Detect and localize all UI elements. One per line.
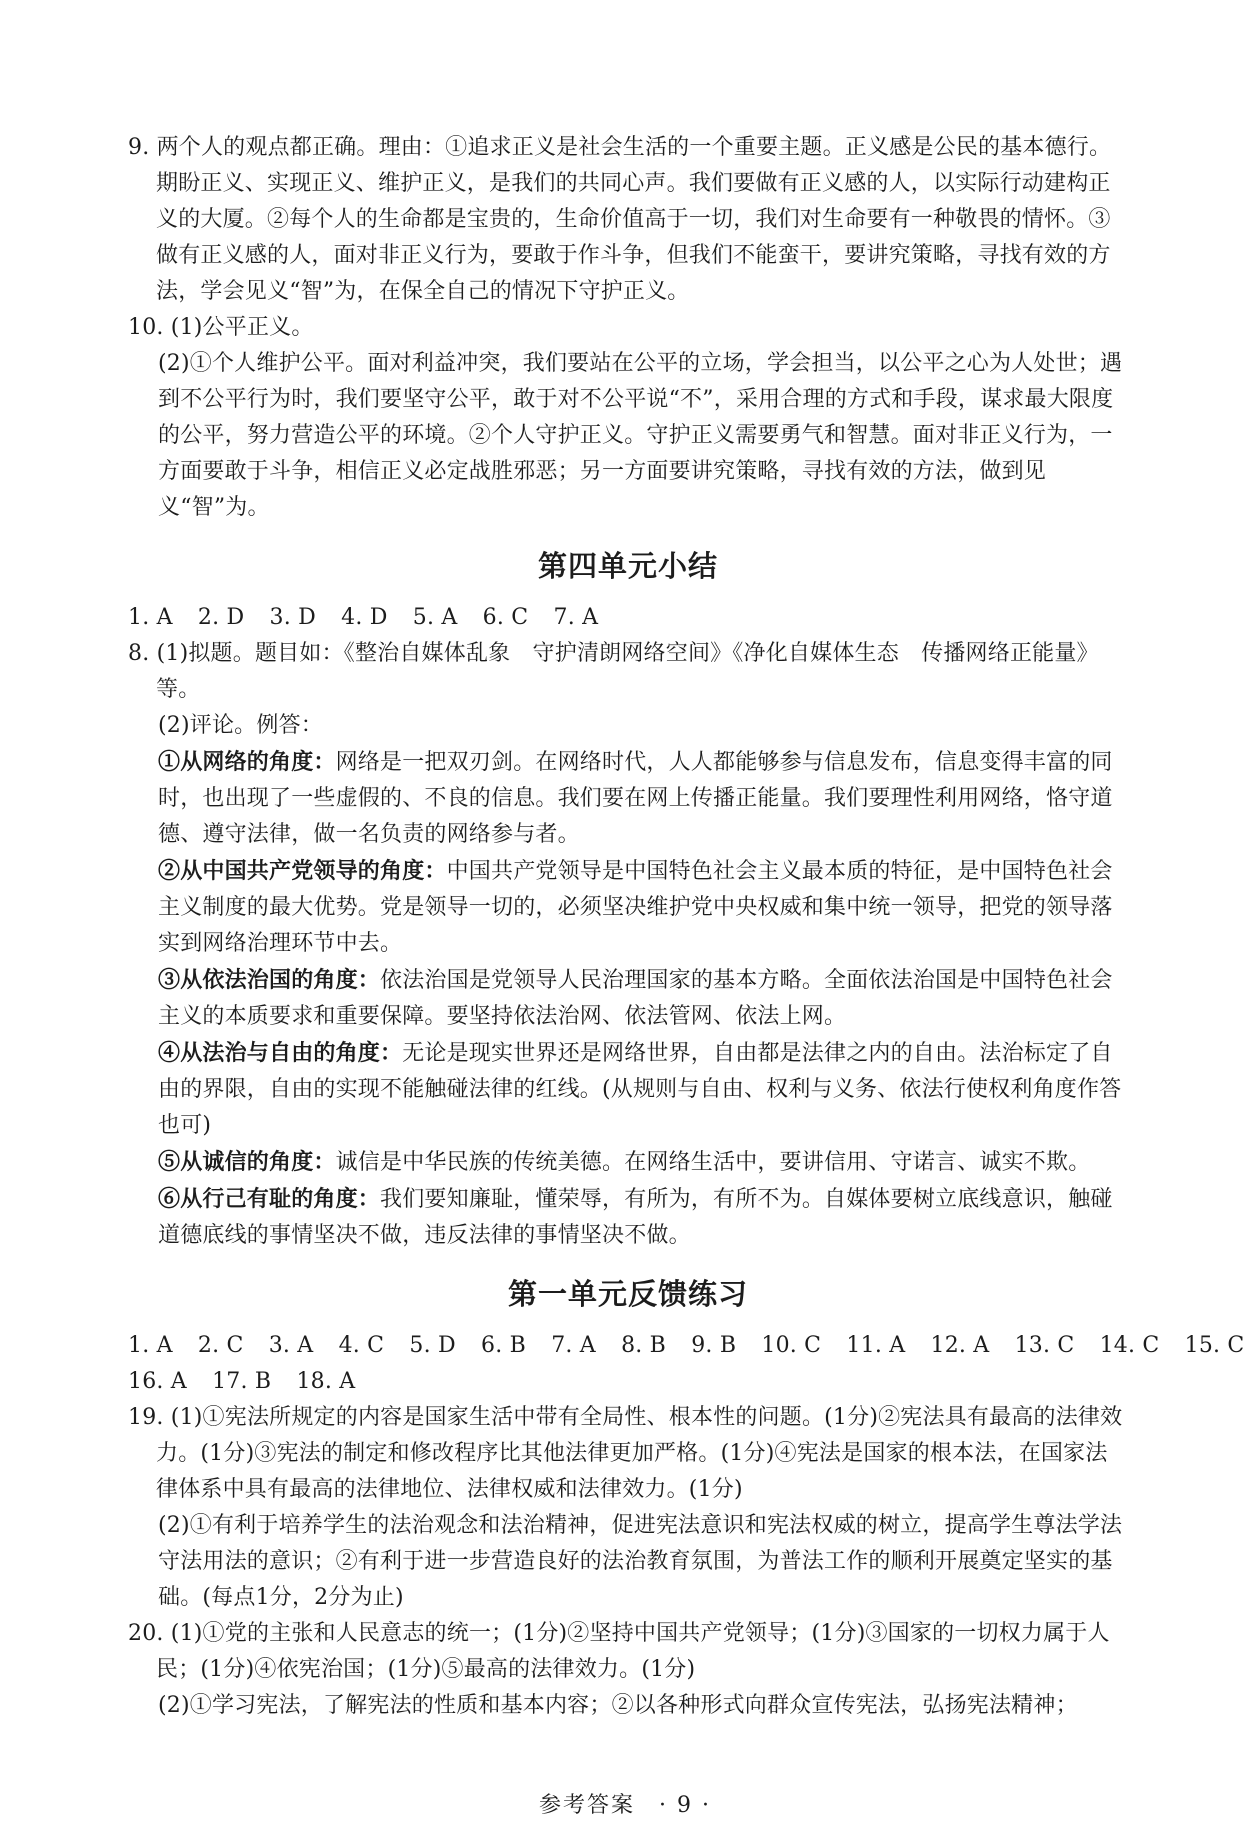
answer-item: 3. D <box>269 605 316 630</box>
commentary-item-party <box>128 853 1128 962</box>
commentary-text: 诚信是中华民族的传统美德。在网络生活中，要讲信用、守诺言、诚实不欺。 <box>335 1150 1091 1175</box>
question-19-part-2: (2)①有利于培养学生的法治观念和法治精神，促进宪法意识和宪法权威的树立，提高学生尊法学法守法用法的意识；②有利于进一步营造良好的法治教育氛围，为普法工作的顺利开展奠定坚实的基础。(每点1分，2分为止) <box>158 1513 1123 1610</box>
commentary-text: 无论是现实世界还是网络世界，自由都是法律之内的自由。法治标定了自由的界限，自由的实现不能触碰法律的红线。(从规则与自由、权利与义务、依法行使权利角度作答也可) <box>158 1041 1122 1138</box>
answer-item: 3. A <box>268 1333 314 1358</box>
answer-item: 5. D <box>409 1333 456 1358</box>
answer-item: 6. B <box>481 1333 526 1358</box>
answer-item: 8. B <box>621 1333 667 1358</box>
answer-row-unit4 <box>128 600 1128 636</box>
answer-item: 4. C <box>338 1333 385 1358</box>
answer-row-unit1-2 <box>128 1364 1128 1400</box>
answer-item: 12. A <box>930 1333 990 1358</box>
answer-item: 14. C <box>1099 1333 1160 1358</box>
question-8-part-1: 8. (1)拟题。题目如：《整治自媒体乱象 守护清朗网络空间》《净化自媒体生态 传播网络正能量》等。 <box>128 641 1099 702</box>
answer-item: 1. A <box>128 605 173 630</box>
commentary-item-integrity <box>128 1144 1128 1181</box>
answer-item: 7. A <box>551 1333 596 1358</box>
answer-item: 6. C <box>482 605 529 630</box>
section-title-unit4-summary: 第四单元小结 <box>537 549 718 583</box>
answer-item: 5. A <box>412 605 458 630</box>
answer-item: 10. C <box>761 1333 822 1358</box>
commentary-heading: ②从中国共产党领导的角度： <box>158 858 447 884</box>
question-20-part-2: (2)①学习宪法，了解宪法的性质和基本内容；②以各种形式向群众宣传宪法，弘扬宪法精神； <box>158 1693 1078 1718</box>
page-content <box>128 130 1245 1724</box>
commentary-heading: ⑥从行己有耻的角度： <box>158 1186 381 1212</box>
commentary-item-freedom <box>128 1035 1128 1144</box>
answer-row-unit1-1 <box>128 1328 1245 1364</box>
commentary-heading: ③从依法治国的角度： <box>158 967 381 993</box>
answer-item: 7. A <box>553 605 599 630</box>
commentary-item-rule-of-law <box>128 962 1128 1035</box>
answer-item: 2. C <box>197 1333 244 1358</box>
answer-item: 9. B <box>691 1333 737 1358</box>
question-9: 9. 两个人的观点都正确。理由：①追求正义是社会生活的一个重要主题。正义感是公民的基本德行。期盼正义、实现正义、维护正义，是我们的共同心声。我们要做有正义感的人，以实际行动建构正义的大厦。②每个人的生命都是宝贵的，生命价值高于一切，我们对生命要有一种敬畏的情怀。③做有正义感的人，面对非正义行为，要敢于作斗争，但我们不能蛮干，要讲究策略，寻找有效的方法，学会见义“智”为，在保全自己的情况下守护正义。 <box>128 135 1112 304</box>
answer-item: 17. B <box>212 1369 272 1394</box>
question-20-part-1: 20. (1)①党的主张和人民意志的统一；(1分)②坚持中国共产党领导；(1分)③国家的一切权力属于人民；(1分)④依宪治国；(1分)⑤最高的法律效力。(1分) <box>128 1621 1110 1682</box>
commentary-text: 网络是一把双刃剑。在网络时代，人人都能够参与信息发布，信息变得丰富的同时，也出现了一些虚假的、不良的信息。我们要在网上传播正能量。我们要理性利用网络，恪守道德、遵守法律，做一名负责的网络参与者。 <box>158 750 1113 847</box>
commentary-heading: ⑤从诚信的角度： <box>158 1149 336 1175</box>
answer-item: 4. D <box>341 605 388 630</box>
answer-item: 11. A <box>846 1333 906 1358</box>
question-10-part-1: 10. (1)公平正义。 <box>128 315 314 340</box>
commentary-item-network <box>128 744 1128 853</box>
commentary-text: 依法治国是党领导人民治理国家的基本方略。全面依法治国是中国特色社会主义的本质要求和重要保障。要坚持依法治网、依法管网、依法上网。 <box>158 968 1113 1029</box>
question-10-part-2: (2)①个人维护公平。面对利益冲突，我们要站在公平的立场，学会担当，以公平之心为人处世；遇到不公平行为时，我们要坚守公平，敢于对不公平说“不”，采用合理的方式和手段，谋求最大限度的公平，努力营造公平的环境。②个人守护正义。守护正义需要勇气和智慧。面对非正义行为，一方面要敢于斗争，相信正义必定战胜邪恶；另一方面要讲究策略，寻找有效的方法，做到见义“智”为。 <box>158 351 1123 520</box>
commentary-text: 中国共产党领导是中国特色社会主义最本质的特征，是中国特色社会主义制度的最大优势。党是领导一切的，必须坚决维护党中央权威和集中统一领导，把党的领导落实到网络治理环节中去。 <box>158 859 1113 956</box>
commentary-item-shame <box>128 1181 1128 1254</box>
section-title-unit1-feedback: 第一单元反馈练习 <box>507 1277 748 1311</box>
page-footer: 参考答案 · 9 · <box>539 1793 711 1818</box>
answer-item: 13. C <box>1014 1333 1075 1358</box>
answer-item: 2. D <box>197 605 245 630</box>
question-19-part-1: 19. (1)①宪法所规定的内容是国家生活中带有全局性、根本性的问题。(1分)②宪法具有最高的法律效力。(1分)③宪法的制定和修改程序比其他法律更加严格。(1分)④宪法是国家的根本法，在国家法律体系中具有最高的法律地位、法律权威和法律效力。(1分) <box>128 1405 1123 1502</box>
commentary-text: 我们要知廉耻，懂荣辱，有所为，有所不为。自媒体要树立底线意识，触碰道德底线的事情坚决不做，违反法律的事情坚决不做。 <box>158 1187 1113 1248</box>
answer-item: 1. A <box>128 1333 173 1358</box>
commentary-heading: ①从网络的角度： <box>158 749 336 775</box>
answer-item: 15. C <box>1184 1333 1245 1358</box>
answer-item: 16. A <box>128 1369 187 1394</box>
commentary-heading: ④从法治与自由的角度： <box>158 1040 403 1066</box>
question-8-part-2: (2)评论。例答： <box>158 713 323 738</box>
answer-item: 18. A <box>296 1369 356 1394</box>
